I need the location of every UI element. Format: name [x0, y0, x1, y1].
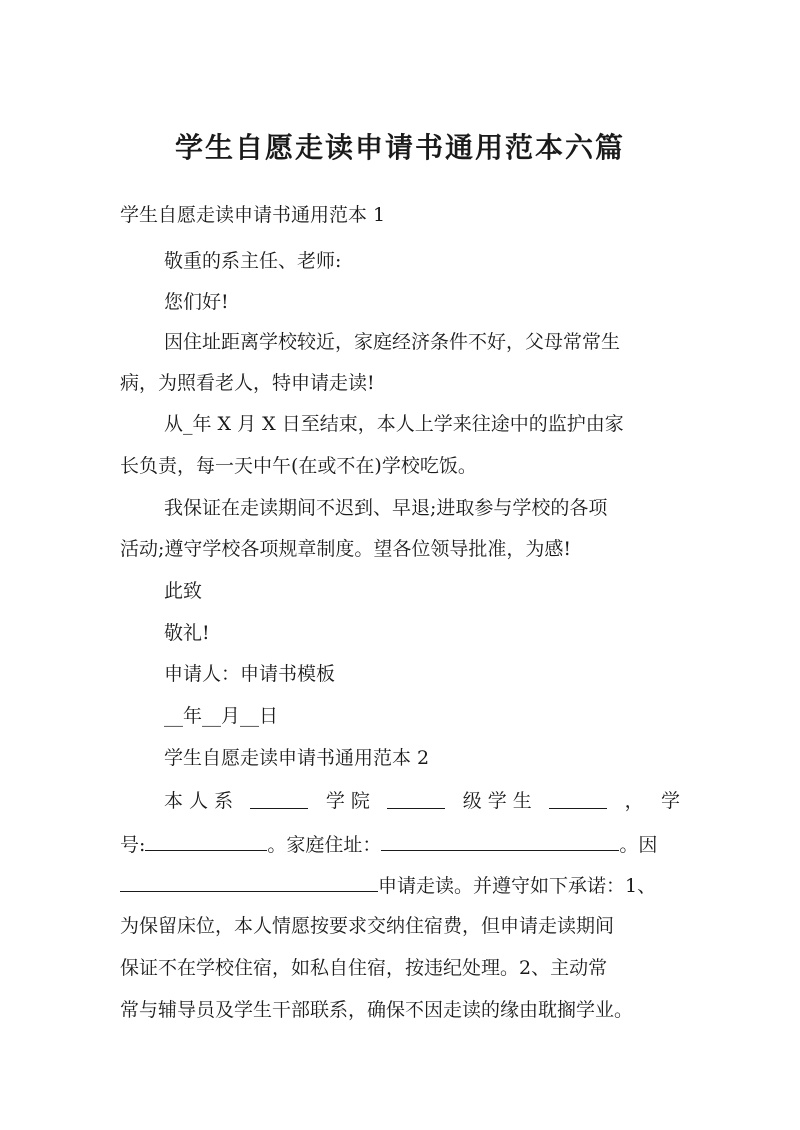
- blank-department: [250, 788, 308, 809]
- paragraph-1-line-2: 病，为照看老人，特申请走读!: [120, 372, 375, 394]
- sample-2-line-4: 为保留床位，本人情愿按要求交纳住宿费，但申请走读期间: [120, 915, 615, 937]
- form-row-2: [120, 830, 657, 858]
- text-hao: 号:: [120, 834, 146, 856]
- text-ji-xue-sheng: 级 学 生: [462, 790, 532, 812]
- form-row-1: [164, 788, 680, 814]
- form-row-3: [120, 871, 656, 899]
- closing-line-1: 此致: [164, 580, 203, 602]
- sample-2-line-5: 保证不在学校住宿，如私自住宿，按违纪处理。2、主动常: [120, 957, 608, 979]
- blank-grade: [387, 788, 445, 809]
- text-home-address: 。家庭住址：: [267, 834, 382, 856]
- paragraph-2-line-2: 长负责，每一天中午(在或不在)学校吃饭。: [120, 455, 477, 477]
- paragraph-3-line-1: 我保证在走读期间不迟到、早退;进取参与学校的各项: [164, 497, 608, 519]
- sample-2-heading: 学生自愿走读申请书通用范本 2: [164, 747, 430, 769]
- document-title: 学生自愿走读申请书通用范本六篇: [174, 131, 625, 164]
- text-xue: 学: [660, 790, 680, 812]
- text-comma: ，: [624, 790, 644, 812]
- salutation: 敬重的系主任、老师:: [164, 250, 342, 272]
- text-apply-commit: 申请走读。并遵守如下承诺：1、: [378, 875, 657, 897]
- closing-line-2: 敬礼!: [164, 622, 210, 644]
- blank-student-id: [145, 830, 267, 851]
- text-ben-ren-xi: 本 人 系: [164, 790, 234, 812]
- text-yin: 。因: [619, 834, 658, 856]
- blank-student: [549, 788, 607, 809]
- greeting: 您们好!: [164, 291, 229, 313]
- paragraph-1-line-1: 因住址距离学校较近，家庭经济条件不好，父母常常生: [164, 331, 621, 353]
- sample-1-heading: 学生自愿走读申请书通用范本 1: [120, 204, 386, 226]
- text-xue-yuan: 学 院: [325, 790, 370, 812]
- paragraph-2-line-1: 从_年 X 月 X 日至结束，本人上学来往途中的监护由家: [164, 413, 624, 435]
- blank-address: [381, 830, 619, 851]
- date-line: __年__月__日: [164, 705, 279, 727]
- sample-2-line-6: 常与辅导员及学生干部联系，确保不因走读的缘由耽搁学业。: [120, 999, 634, 1021]
- paragraph-3-line-2: 活动;遵守学校各项规章制度。望各位领导批准，为感!: [120, 538, 572, 560]
- applicant-line: 申请人：申请书模板: [164, 663, 336, 685]
- blank-reason: [120, 871, 378, 892]
